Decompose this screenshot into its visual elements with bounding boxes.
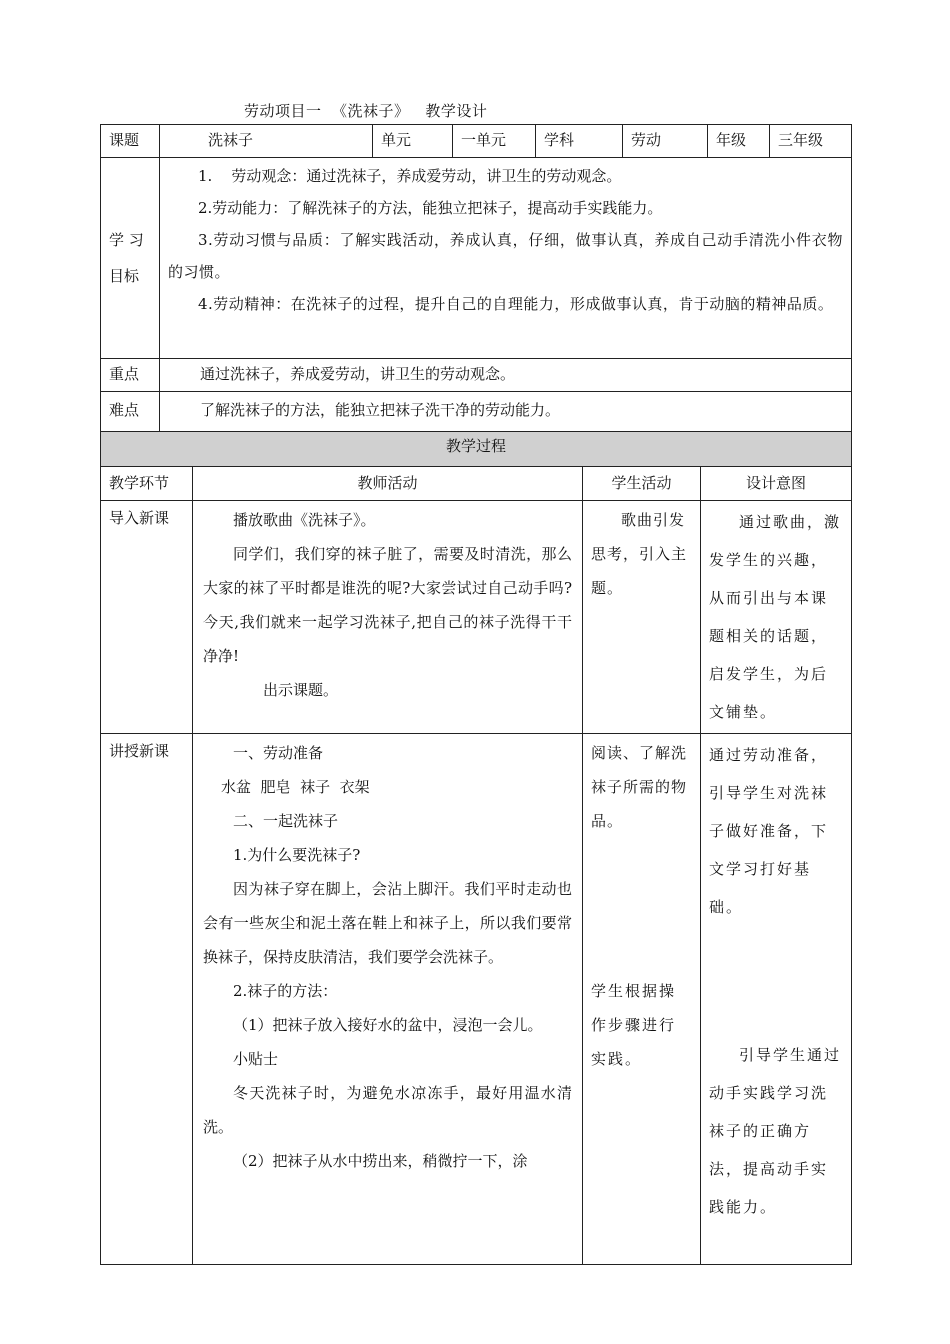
teacher-teaching	[193, 734, 583, 1265]
teacher-paragraph: （2）把袜子从水中捞出来，稍微拧一下，涂	[233, 1152, 528, 1170]
teacher-paragraph: 一、劳动准备	[233, 744, 324, 762]
unit-label: 单元	[373, 125, 453, 158]
intent-paragraph: 通过歌曲，激发学生的兴趣，从而引出与本课题相关的话题，启发学生，为后文铺垫。	[709, 513, 842, 721]
document-title: 劳动项目一 《洗袜子》 教学设计	[244, 102, 488, 120]
difficulty-label: 难点	[101, 392, 160, 432]
col-student-header: 学生活动	[583, 467, 701, 501]
student-teaching	[583, 734, 701, 1265]
teacher-paragraph: 同学们，我们穿的袜子脏了，需要及时清洗，那么大家的袜了平时都是谁洗的呢?大家尝试过自己动手吗?今天,我们就来一起学习洗袜子,把自己的袜子洗得干干净净!	[203, 545, 572, 665]
teacher-paragraph: 二、一起洗袜子	[233, 812, 339, 830]
teacher-paragraph: 冬天洗袜子时，为避免水凉冻手，最好用温水清洗。	[203, 1084, 572, 1136]
stage-intro: 导入新课	[101, 501, 193, 734]
goal-item: 4.劳动精神：在洗袜子的过程，提升自己的自理能力，形成做事认真，肯于动脑的精神品质。	[198, 295, 834, 313]
teacher-paragraph: 水盆 肥皂 袜子 衣架	[221, 778, 370, 796]
goal-item: 1. 劳动观念：通过洗袜子，养成爱劳动，讲卫生的劳动观念。	[198, 167, 622, 185]
teacher-paragraph: 2.袜子的方法：	[233, 982, 338, 1000]
subject-label: 学科	[536, 125, 623, 158]
teacher-intro	[193, 501, 583, 734]
intent-intro	[701, 501, 852, 734]
student-paragraph: 阅读、了解洗袜子所需的物品。	[591, 744, 688, 830]
key-value: 通过洗袜子，养成爱劳动，讲卫生的劳动观念。	[160, 359, 852, 392]
student-intro	[583, 501, 701, 734]
goals-label	[101, 158, 160, 359]
subject-value: 劳动	[623, 125, 708, 158]
col-intent-header: 设计意图	[701, 467, 852, 501]
teacher-paragraph: 小贴士	[233, 1050, 279, 1068]
difficulty-value: 了解洗袜子的方法，能独立把袜子洗干净的劳动能力。	[160, 392, 852, 432]
stage-teaching: 讲授新课	[101, 734, 193, 1265]
teaching-process-table	[100, 431, 852, 1265]
intent-paragraph: 引导学生通过动手实践学习洗袜子的正确方法，提高动手实践能力。	[709, 1046, 842, 1216]
col-teacher-header: 教师活动	[193, 467, 583, 501]
course-label: 课题	[101, 125, 160, 158]
student-paragraph: 歌曲引发思考，引入主题。	[591, 511, 688, 597]
goals-label-line2: 目标	[109, 267, 140, 285]
goal-item: 3.劳动习惯与品质：了解实践活动，养成认真，仔细，做事认真，养成自己动手清洗小件衣物的习惯。	[168, 231, 843, 281]
course-value: 洗袜子	[160, 125, 373, 158]
teacher-paragraph: （1）把袜子放入接好水的盆中，浸泡一会儿。	[233, 1016, 543, 1034]
goal-item: 2.劳动能力：了解洗袜子的方法，能独立把袜子，提高动手实践能力。	[198, 199, 663, 217]
teacher-paragraph: 因为袜子穿在脚上，会沾上脚汗。我们平时走动也会有一些灰尘和泥土落在鞋上和袜子上，所以我们要常换袜子，保持皮肤清洁，我们要学会洗袜子。	[203, 880, 572, 966]
intent-teaching	[701, 734, 852, 1265]
col-stage-header: 教学环节	[101, 467, 193, 501]
teacher-paragraph: 1.为什么要洗袜子?	[233, 846, 361, 864]
goals-label-line1: 学 习	[109, 231, 144, 249]
student-paragraph: 学生根据操作步骤进行实践。	[591, 982, 677, 1068]
goals-cell	[160, 158, 852, 359]
intent-paragraph: 通过劳动准备，引导学生对洗袜子做好准备，下文学习打好基础。	[709, 746, 829, 916]
grade-value: 三年级	[770, 125, 852, 158]
teacher-paragraph: 出示课题。	[263, 681, 339, 699]
key-label: 重点	[101, 359, 160, 392]
process-band-title: 教学过程	[101, 432, 852, 467]
unit-value: 一单元	[453, 125, 536, 158]
teacher-paragraph: 播放歌曲《洗袜子》。	[233, 511, 376, 529]
lesson-info-table	[100, 124, 852, 432]
grade-label: 年级	[708, 125, 770, 158]
